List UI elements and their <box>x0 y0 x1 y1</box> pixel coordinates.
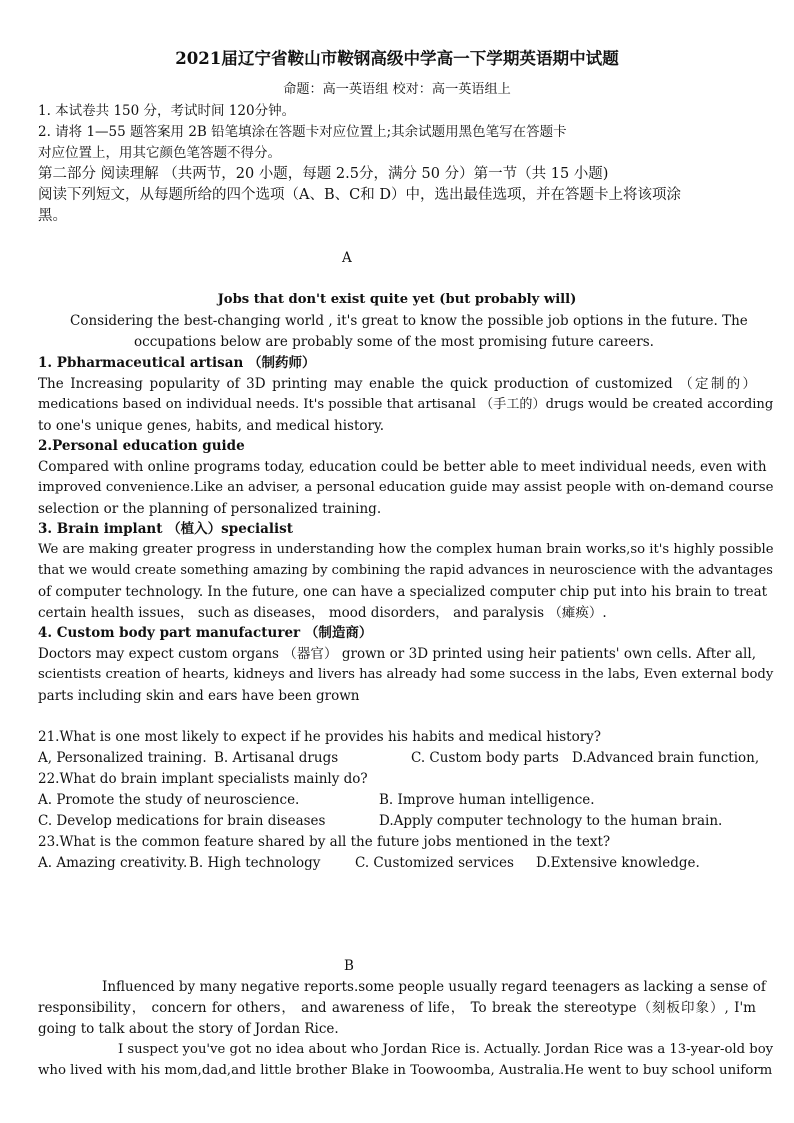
section-text: parts including skin and ears have been grown <box>38 688 360 704</box>
exam-subtitle: 命题：高一英语组 校对：高一英语组上 <box>283 82 511 97</box>
section-text: selection or the planning of personalized training. <box>38 501 382 517</box>
question-option: A. Amazing creativity. <box>38 855 188 871</box>
exam-note: 对应位置上，用其它颜色笔答题不得分。 <box>38 145 281 161</box>
question-option: D.Advanced brain function, <box>572 750 760 766</box>
question-option: A, Personalized training. <box>38 750 207 766</box>
exam-note: 2. 请将 1—55 题答案用 2B 铅笔填涂在答题卡对应位置上;其余试题用黑色笔写在答题卡 <box>38 124 567 140</box>
section-text: that we would create something amazing by combining the rapid advances in neuroscience with the advantages <box>38 563 773 578</box>
section-text: scientists creation of hearts, kidneys and livers has already had some success in the labs, Even external body <box>38 667 774 682</box>
section-heading: 4. Custom body part manufacturer （制造商） <box>38 625 373 641</box>
section-instruction: 阅读下列短文，从每题所给的四个选项（A、B、C和 D）中，选出最佳选项，并在答题卡上将该项涂 <box>38 187 681 203</box>
question-option: C. Custom body parts <box>411 750 559 766</box>
question-option: C. Customized services <box>355 855 514 871</box>
exam-note: 1. 本试卷共 150 分，考试时间 120分钟。 <box>38 103 296 119</box>
question-option: C. Develop medications for brain diseases <box>38 813 326 829</box>
section-instruction: 黑。 <box>38 208 67 224</box>
passage-b-label: B <box>344 958 354 974</box>
section-text: certain health issues， such as diseases， mood disorders， and paralysis （瘫痪）. <box>38 605 607 621</box>
section-text: medications based on individual needs. It's possible that artisanal （手工的）drugs would be created according <box>38 397 774 412</box>
passage-b-text: I suspect you've got no idea about who Jordan Rice is. Actually. Jordan Rice was a 13-year-old boy <box>118 1042 774 1057</box>
question-option: B. High technology <box>189 855 321 871</box>
question-option: D.Extensive knowledge. <box>536 855 700 871</box>
section-heading: 2.Personal education guide <box>38 438 245 454</box>
passage-a-intro: occupations below are probably some of the most promising future careers. <box>134 334 654 350</box>
question-option: D.Apply computer technology to the human brain. <box>379 813 723 829</box>
question-stem: 21.What is one most likely to expect if he provides his habits and medical history? <box>38 729 602 745</box>
section-heading: 3. Brain implant （植入）specialist <box>38 521 294 537</box>
question-stem: 23.What is the common feature shared by all the future jobs mentioned in the text? <box>38 834 611 850</box>
passage-b-text: who lived with his mom,dad,and little brother Blake in Toowoomba, Australia.He went to buy school uniform <box>38 1063 773 1078</box>
passage-b-text: responsibility， concern for others， and awareness of life， To break the stereotype（刻板印象）, I'm <box>38 1000 756 1016</box>
question-stem: 22.What do brain implant specialists mainly do? <box>38 771 368 787</box>
section-header: 第二部分 阅读理解 （共两节，20 小题，每题 2.5分，满分 50 分）第一节（共 15 小题) <box>38 166 609 182</box>
section-text: Doctors may expect custom organs （器官） grown or 3D printed using heir patients' own cells. After all, <box>38 646 756 662</box>
section-text: to one's unique genes, habits, and medical history. <box>38 418 385 434</box>
question-option: B. Improve human intelligence. <box>379 792 595 808</box>
passage-b-text: Influenced by many negative reports.some people usually regard teenagers as lacking a sense of <box>102 979 766 995</box>
section-text: The Increasing popularity of 3D printing may enable the quick production of customized （定制的） <box>38 376 756 392</box>
passage-b-text: going to talk about the story of Jordan Rice. <box>38 1021 339 1037</box>
exam-title: 2021届辽宁省鞍山市鞍钢高级中学高一下学期英语期中试题 <box>175 48 619 68</box>
section-text: improved convenience.Like an adviser, a personal education guide may assist people with on-demand course <box>38 480 774 495</box>
question-option: B. Artisanal drugs <box>214 750 339 766</box>
section-text: We are making greater progress in understanding how the complex human brain works,so it's highly possible <box>38 542 774 557</box>
question-option: A. Promote the study of neuroscience. <box>38 792 300 808</box>
section-heading: 1. Pbharmaceutical artisan （制药师） <box>38 355 316 371</box>
section-text: of computer technology. In the future, one can have a specialized computer chip put into his brain to treat <box>38 584 768 600</box>
passage-a-title: Jobs that don't exist quite yet (but probably will) <box>217 292 577 307</box>
passage-a-intro: Considering the best-changing world , it's great to know the possible job options in the future. The <box>70 313 748 329</box>
section-text: Compared with online programs today, education could be better able to meet individual needs, even with <box>38 459 767 475</box>
passage-a-label: A <box>342 250 352 266</box>
